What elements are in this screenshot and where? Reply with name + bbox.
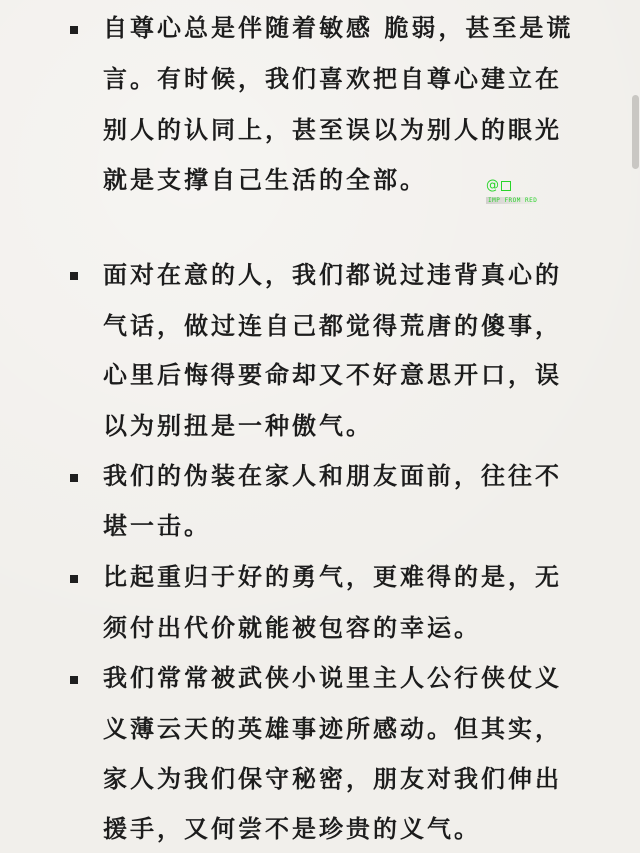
watermark-logo	[486, 179, 548, 209]
watermark-tag: IMP FROM RED	[488, 197, 538, 204]
text-line: 言。有时候，我们喜欢把自尊心建立在	[103, 64, 562, 93]
text-line: 援手，又何尝不是珍贵的义气。	[103, 814, 481, 843]
bullet-marker	[70, 272, 78, 280]
bullet-marker	[70, 26, 78, 34]
watermark-square-icon	[501, 181, 511, 191]
text-line: 家人为我们保守秘密，朋友对我们伸出	[103, 764, 562, 793]
text-line: 自尊心总是伴随着敏感 脆弱，甚至是谎	[103, 13, 574, 42]
text-line: 别人的认同上，甚至误以为别人的眼光	[103, 115, 562, 144]
text-line: 须付出代价就能被包容的幸运。	[103, 613, 481, 642]
text-line: 堪一击。	[103, 511, 211, 540]
text-line: 我们常常被武侠小说里主人公行侠仗义	[103, 663, 562, 692]
text-line: 比起重归于好的勇气，更难得的是，无	[103, 562, 562, 591]
text-line: 心里后悔得要命却又不好意思开口，误	[103, 360, 562, 389]
text-line: 面对在意的人，我们都说过违背真心的	[103, 260, 562, 289]
watermark-at-symbol: @	[486, 178, 499, 193]
text-line: 以为别扭是一种傲气。	[103, 411, 373, 440]
text-line: 就是支撑自己生活的全部。	[103, 165, 427, 194]
text-line: 义薄云天的英雄事迹所感动。但其实，	[103, 714, 562, 743]
text-line: 我们的伪装在家人和朋友面前，往往不	[103, 461, 562, 490]
scrollbar-thumb[interactable]	[632, 95, 639, 169]
bullet-marker	[70, 474, 78, 482]
bullet-marker	[70, 575, 78, 583]
bullet-marker	[70, 676, 78, 684]
text-line: 气话，做过连自己都觉得荒唐的傻事，	[103, 311, 562, 340]
